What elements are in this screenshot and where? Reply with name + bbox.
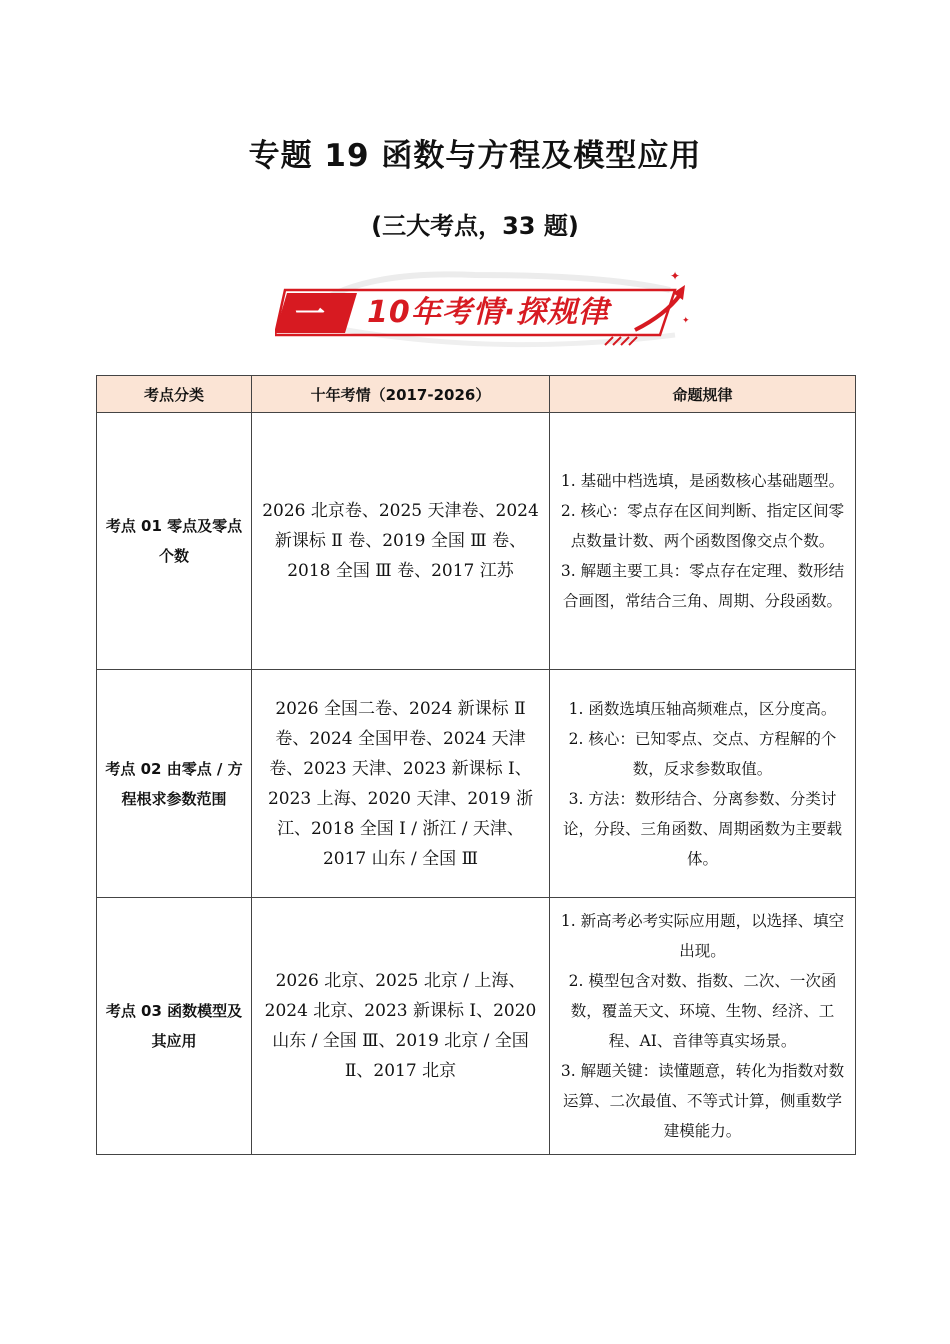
table-row: [97, 898, 856, 1155]
table-row: [97, 413, 856, 670]
pattern-item: 2. 核心：零点存在区间判断、指定区间零点数量计数、两个函数图像交点个数。: [560, 502, 845, 550]
header-category: 考点分类: [97, 376, 252, 413]
section-banner: [275, 265, 700, 355]
category-cell: 考点 02 由零点 / 方程根求参数范围: [97, 670, 252, 898]
pattern-item: 1. 基础中档选填，是函数核心基础题型。: [560, 472, 845, 490]
pattern-item: 3. 解题关键：读懂题意，转化为指数对数运算、二次最值、不等式计算，侧重数学建模能力。: [560, 1062, 845, 1140]
pattern-item: 2. 核心：已知零点、交点、方程解的个数，反求参数取值。: [568, 729, 837, 778]
svg-text:✦: ✦: [670, 269, 681, 283]
table-header-row: [97, 376, 856, 413]
pattern-cell: [550, 413, 856, 670]
history-cell: 2026 北京卷、2025 天津卷、2024 新课标 Ⅱ 卷、2019 全国 Ⅲ 卷、2018 全国 Ⅲ 卷、2017 江苏: [252, 413, 550, 670]
svg-text:✦: ✦: [682, 316, 690, 326]
page-subtitle: (三大考点，33 题): [371, 212, 579, 240]
banner-number: 一: [295, 297, 325, 332]
pattern-cell: [550, 670, 856, 898]
history-cell: 2026 全国二卷、2024 新课标 Ⅱ 卷、2024 全国甲卷、2024 天津卷、2023 天津、2023 新课标 Ⅰ、2023 上海、2020 天津、2019 浙江、2018 全国 Ⅰ / 浙江 / 天津、2017 山东 / 全国 Ⅲ: [252, 670, 550, 898]
banner-text: 10年考情·探规律: [367, 295, 610, 330]
pattern-item: 1. 新高考必考实际应用题，以选择、填空出现。: [560, 912, 845, 960]
header-history: 十年考情（2017-2026）: [252, 376, 550, 413]
pattern-item: 3. 解题主要工具：零点存在定理、数形结合画图，常结合三角、周期、分段函数。: [560, 562, 845, 610]
category-cell: 考点 01 零点及零点个数: [97, 413, 252, 670]
table-row: [97, 670, 856, 898]
pattern-item: 2. 模型包含对数、指数、二次、一次函数，覆盖天文、环境、生物、经济、工程、AI、音律等真实场景。: [568, 972, 837, 1050]
history-cell: 2026 北京、2025 北京 / 上海、2024 北京、2023 新课标 Ⅰ、2020 山东 / 全国 Ⅲ、2019 北京 / 全国 Ⅱ、2017 北京: [252, 898, 550, 1155]
category-cell: 考点 03 函数模型及其应用: [97, 898, 252, 1155]
pattern-item: 3. 方法：数形结合、分离参数、分类讨论，分段、三角函数、周期函数为主要载体。: [562, 789, 842, 868]
pattern-item: 1. 函数选填压轴高频难点，区分度高。: [568, 699, 837, 718]
topic-table: [96, 375, 856, 1155]
page-title: 专题 19 函数与方程及模型应用: [248, 138, 702, 174]
header-pattern: 命题规律: [550, 376, 856, 413]
pattern-cell: [550, 898, 856, 1155]
